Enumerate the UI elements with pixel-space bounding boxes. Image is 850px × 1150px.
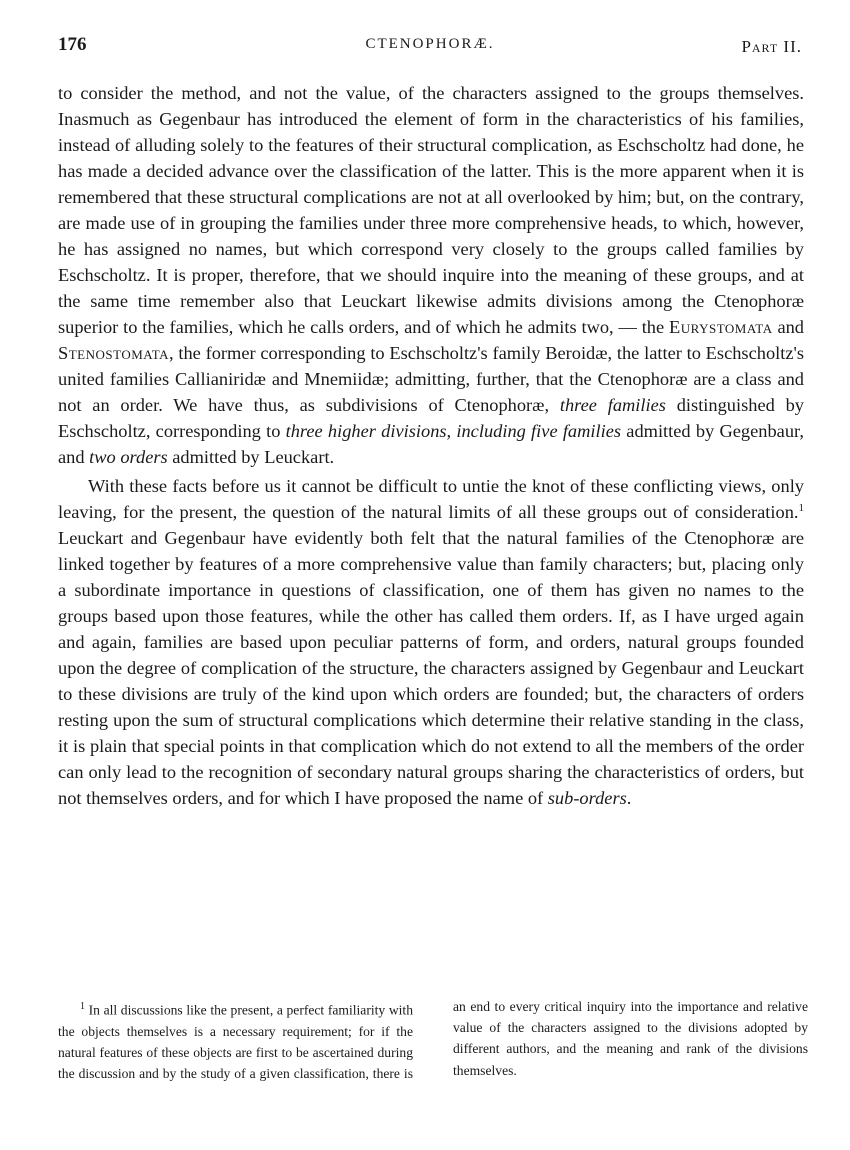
emphasis-three-families: three families <box>559 395 666 415</box>
text-run: With these facts before us it cannot be difficult to untie the knot of these conflicting views, only leaving, for the present, the question of the natural limits of all these groups out of consideration. <box>58 476 804 522</box>
text-run: admitted by Gegenbaur, and <box>58 421 804 467</box>
emphasis-three-higher-divisions: three higher divisions, including five families <box>285 421 622 441</box>
text-run: to consider the method, and not the value, of the characters assigned to the groups themselves. Inasmuch as Gegenbaur has introduced the element of form in the characteristics of his families, instead of alluding solely to the features of their structural complication, as Eschscholtz had done, he has made a decided advance over the classification of the latter. This is the more apparent when it is remembered that these structural complications are not at all overlooked by him; but, on the contrary, are made use of in grouping the families under three more comprehensive heads, to which, however, he has assigned no names, but which correspond very closely to the groups called families by Eschscholtz. It is proper, therefore, that we should inquire into the meaning of these groups, and at the same time remember also that Leuckart likewise admits divisions among the Ctenophoræ superior to the families, which he calls orders, and of which he admits two, — the <box>58 83 804 337</box>
page-header <box>58 34 802 64</box>
running-title: CTENOPHORÆ. <box>365 36 495 52</box>
footnote-1 <box>58 996 808 1084</box>
text-run: , the former corresponding to Eschscholtz's family Beroidæ, the latter to Eschscholtz's united families Callianiridæ and Mnemiidæ; admitting, further, that the Ctenophoræ are a class and not an order. We have thus, as subdivisions of Ctenophoræ, <box>58 343 804 415</box>
page-number: 176 <box>58 34 87 55</box>
text-run: distinguished by Eschscholtz, corresponding to <box>58 395 804 441</box>
text-run: . <box>626 788 632 808</box>
part-label: Part II. <box>741 37 802 56</box>
footnote-marker: 1 <box>80 1001 85 1012</box>
main-text <box>58 80 804 811</box>
text-run: and <box>772 317 804 337</box>
footnote-reference[interactable]: 1 <box>798 501 804 514</box>
text-run: Leuckart and Gegenbaur have evidently both felt that the natural families of the Ctenophoræ are linked together by features of a more comprehensive value than family characters; but, placing only a subordinate importance in questions of classification, one of them has given no names to the groups based upon those features, while the other has called them orders. If, as I have urged again and again, families are based upon peculiar patterns of form, and orders, natural groups founded upon the degree of complication of the structure, the characters assigned by Gegenbaur and Leuckart to these divisions are truly of the kind upon which orders are founded; but, the characters of orders resting upon the sum of structural complications which determine their relative standing in the class, it is plain that special points in that complication which do not extend to all the members of the order can only lead to the recognition of secondary natural groups sharing the characteristics of orders, but not themselves orders, and for which I have proposed the name of <box>58 528 804 808</box>
paragraph-1 <box>58 80 804 470</box>
footnote-text: In all discussions like the present, a perfect familiarity with the objects themselves is a necessary requirement; for if the natural features of these objects are first to be ascertained during the discussion and by the study of a given classification, there is an end to every critical inquiry into the importance and relative value of the characters assigned to the divisions adopted by different authors, and the meaning and rank of the divisions themselves. <box>58 999 808 1082</box>
footnote-area <box>58 996 808 1084</box>
term-stenostomata: Stenostomata <box>58 343 170 363</box>
text-run: admitted by Leuckart. <box>167 447 335 467</box>
term-eurystomata: Eurystomata <box>669 317 773 337</box>
emphasis-two-orders: two orders <box>89 447 168 467</box>
emphasis-sub-orders: sub-orders <box>547 788 627 808</box>
paragraph-2 <box>58 473 804 811</box>
